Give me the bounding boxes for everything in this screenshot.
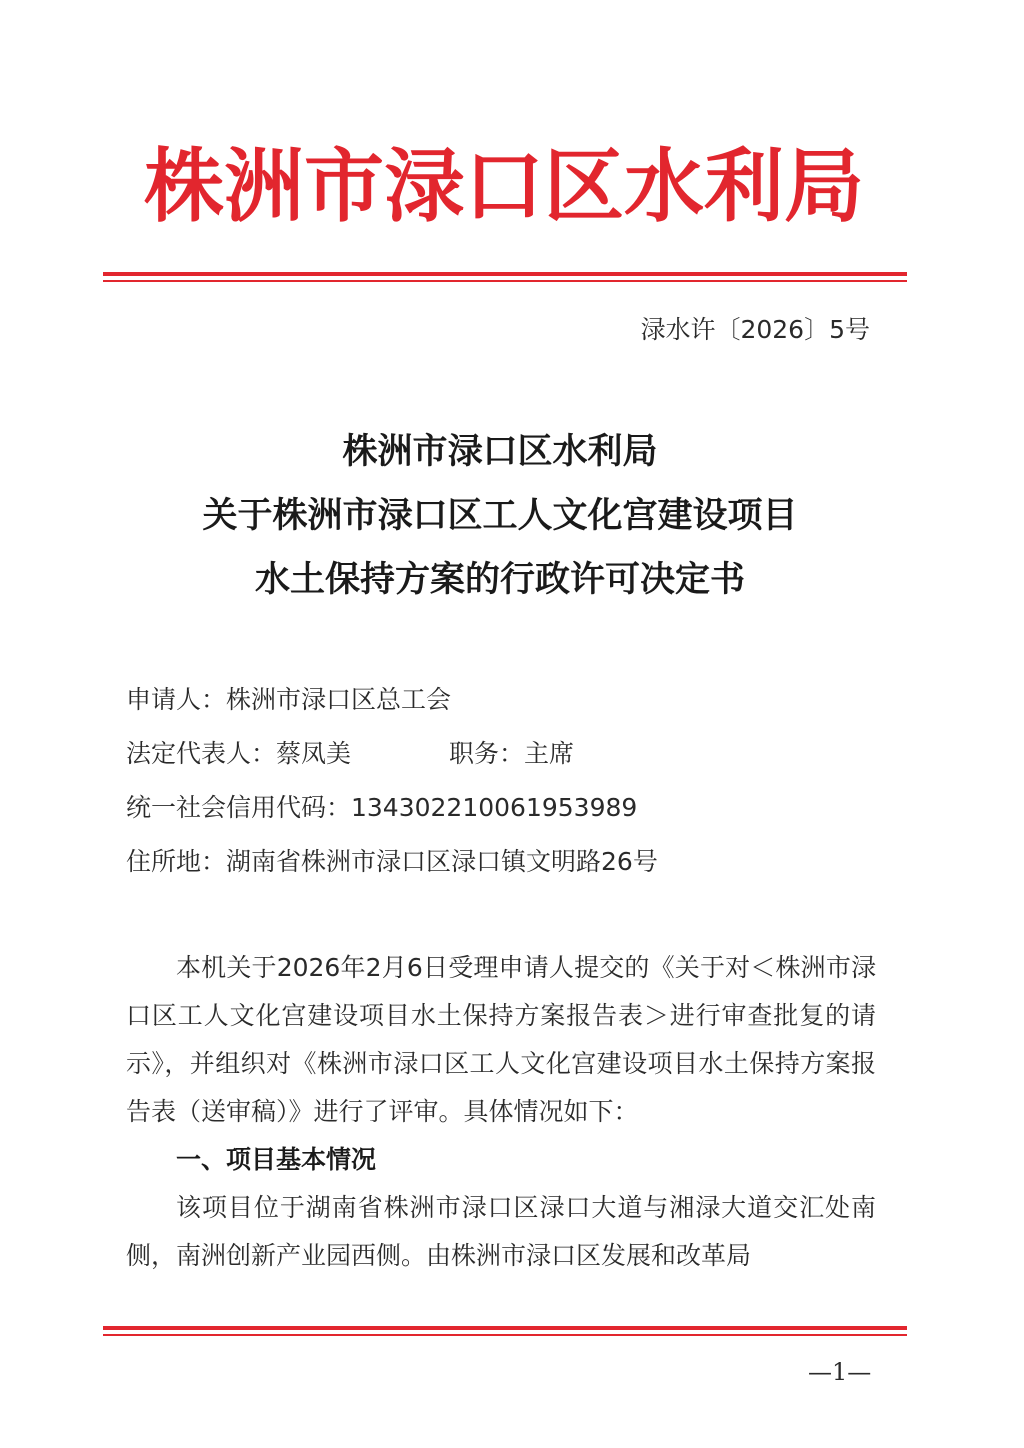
page-number: —1— <box>808 1358 872 1386</box>
legal-representative: 法定代表人：蔡凤美 <box>126 739 352 768</box>
section-heading-1: 一、项目基本情况 <box>176 1145 377 1174</box>
header-red-rule <box>103 272 907 282</box>
document-body <box>126 944 876 1280</box>
title-line-1: 株洲市渌口区水利局 <box>342 431 658 472</box>
red-rule-thick <box>103 272 907 276</box>
applicant-row: 申请人：株洲市渌口区总工会 <box>126 685 452 714</box>
body-paragraph-1: 本机关于2026年2月6日受理申请人提交的《关于对＜株洲市渌口区工人文化宫建设项目水土保持方案报告表＞进行审查批复的请示》，并组织对《株洲市渌口区工人文化宫建设项目水土保持方案报告表（送审稿）》进行了评审。具体情况如下： <box>126 953 876 1126</box>
credit-code-row: 统一社会信用代码：134302210061953989 <box>126 793 638 822</box>
position: 职务：主席 <box>449 739 575 768</box>
red-rule-thick <box>103 1326 907 1330</box>
red-rule-thin <box>103 280 907 282</box>
title-line-3: 水土保持方案的行政许可决定书 <box>254 559 745 600</box>
body-paragraph-2: 该项目位于湖南省株洲市渌口区渌口大道与湘渌大道交汇处南侧，南洲创新产业园西侧。由株洲市渌口区发展和改革局 <box>126 1193 876 1270</box>
document-number: 渌水许〔2026〕5号 <box>640 315 870 344</box>
document-title <box>100 420 900 612</box>
organization-header: 株洲市渌口区水利局 <box>144 139 864 233</box>
title-line-2: 关于株洲市渌口区工人文化宫建设项目 <box>202 495 798 536</box>
red-rule-thin <box>103 1334 907 1336</box>
legal-rep-row <box>126 730 886 784</box>
footer-red-rule <box>103 1326 907 1336</box>
address-row: 住所地：湖南省株洲市渌口区渌口镇文明路26号 <box>126 847 658 876</box>
applicant-info <box>126 676 886 892</box>
